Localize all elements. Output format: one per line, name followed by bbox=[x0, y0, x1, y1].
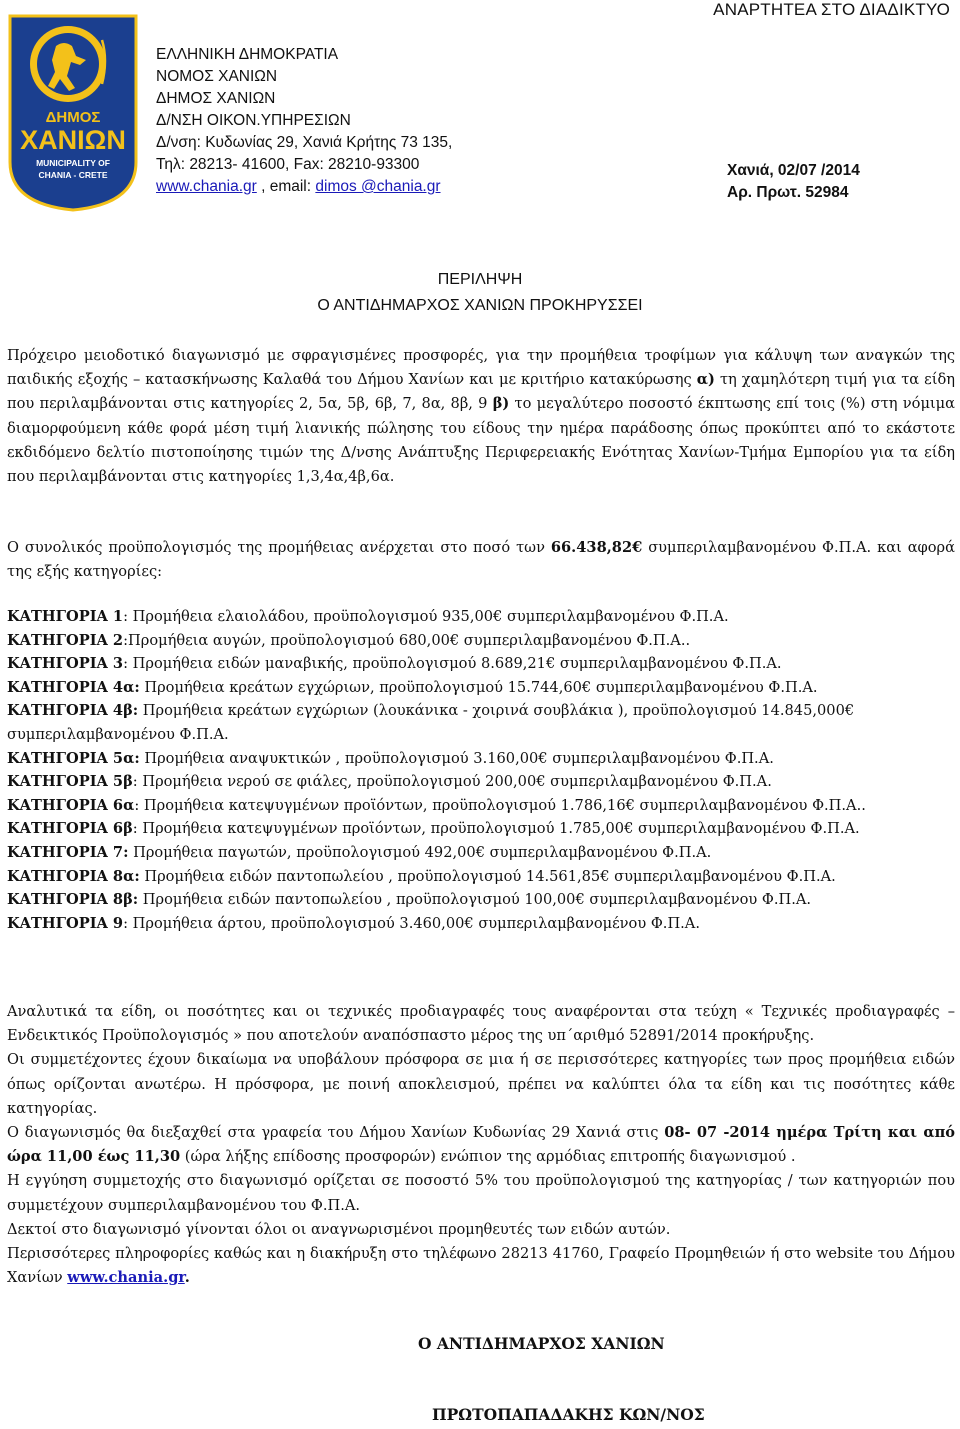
date-protocol-block bbox=[727, 160, 860, 204]
sender-contact bbox=[156, 176, 452, 198]
details-section bbox=[7, 1000, 955, 1290]
intro-paragraph bbox=[7, 344, 955, 489]
category-label: ΚΑΤΗΓΟΡΙΑ 6β bbox=[7, 820, 133, 838]
summary-subtitle: Ο ΑΝΤΙΔΗΜΑΡΧΟΣ ΧΑΝΙΩΝ ΠΡΟΚΗΡΥΣΣΕΙ bbox=[317, 297, 643, 314]
category-label: ΚΑΤΗΓΟΡΙΑ 7: bbox=[7, 843, 129, 861]
website-link[interactable]: www.chania.gr bbox=[156, 178, 257, 195]
category-label: ΚΑΤΗΓΟΡΙΑ 1 bbox=[7, 608, 124, 625]
category-text: Προμήθεια παγωτών, προϋπολογισμού 492,00€ συμπεριλαμβανομένου Φ.Π.Α. bbox=[128, 843, 712, 861]
category-item bbox=[7, 912, 955, 936]
category-text: : Προμήθεια κατεψυγμένων προϊόντων, προϋπολογισμού 1.785,00€ συμπεριλαμβανομένου Φ.Π.Α. bbox=[132, 820, 860, 838]
category-text: : Προμήθεια ειδών μαναβικής, προϋπολογισμού 8.689,21€ συμπεριλαμβανομένου Φ.Π.Α. bbox=[123, 655, 782, 673]
category-item bbox=[7, 865, 955, 889]
category-item bbox=[7, 605, 955, 629]
category-item bbox=[7, 747, 955, 771]
details-paragraph: Οι συμμετέχοντες έχουν δικαίωμα να υποβάλουν πρόσφορα σε μια ή σε περισσότερες κατηγορίες των προς προμήθεια ειδών όπως ορίζονται ανωτέρω. Η πρόσφορα, με ποινή αποκλεισμού, πρέπει να καλύπτει όλα τα είδη και τις ποσότητες κάθε κατηγορίας. bbox=[7, 1051, 955, 1117]
summary-heading bbox=[0, 267, 960, 319]
category-item bbox=[7, 629, 955, 653]
category-item bbox=[7, 817, 955, 841]
logo-text-4: CHANIA - CRETE bbox=[38, 170, 108, 180]
summary-title: ΠΕΡΙΛΗΨΗ bbox=[437, 271, 523, 288]
category-item bbox=[7, 794, 955, 818]
sender-line: Δ/ΝΣΗ ΟΙΚΟΝ.ΥΠΗΡΕΣΙΩΝ bbox=[156, 112, 351, 129]
category-item bbox=[7, 841, 955, 865]
sender-line: ΔΗΜΟΣ ΧΑΝΙΩΝ bbox=[156, 90, 276, 107]
category-label: ΚΑΤΗΓΟΡΙΑ 3 bbox=[7, 655, 124, 673]
category-text: : Προμήθεια ελαιολάδου, προϋπολογισμού 935,00€ συμπεριλαμβανομένου Φ.Π.Α. bbox=[123, 608, 729, 625]
category-label: ΚΑΤΗΓΟΡΙΑ 2 bbox=[7, 631, 124, 649]
sender-address: Δ/νση: Κυδωνίας 29, Χανιά Κρήτης 73 135, bbox=[156, 134, 453, 151]
document-date: Χανιά, 02/07 /2014 bbox=[727, 162, 860, 179]
sender-block bbox=[156, 44, 452, 198]
category-text: Προμήθεια κρεάτων εγχώριων, προϋπολογισμού 15.744,60€ συμπεριλαμβανομένου Φ.Π.Α. bbox=[139, 678, 818, 696]
budget-amount: 66.438,82€ bbox=[550, 539, 643, 556]
category-label: ΚΑΤΗΓΟΡΙΑ 5α: bbox=[7, 749, 140, 767]
details-text: (ώρα λήξης επίδοσης προσφορών) ενώπιον της αρμόδιας επιτροπής διαγωνισμού . bbox=[180, 1148, 796, 1166]
info-paragraph bbox=[7, 1242, 955, 1290]
intro-marker-a: α) bbox=[696, 371, 715, 389]
logo-text-3: MUNICIPALITY OF bbox=[36, 158, 110, 168]
category-label: ΚΑΤΗΓΟΡΙΑ 5β bbox=[7, 773, 133, 791]
category-label: ΚΑΤΗΓΟΡΙΑ 6α bbox=[7, 796, 135, 814]
signature-name: ΠΡΩΤΟΠΑΠΑΔΑΚΗΣ ΚΩΝ/ΝΟΣ bbox=[432, 1405, 705, 1424]
eligibility-paragraph: Δεκτοί στο διαγωνισμό γίνονται όλοι οι αναγνωρισμένοι προμηθευτές των ειδών αυτών. bbox=[7, 1220, 671, 1238]
logo-text-2: ΧΑΝΙΩΝ bbox=[20, 125, 126, 155]
posting-note: ΑΝΑΡΤΗΤΕΑ ΣΤΟ ΔΙΑΔΙΚΤΥΟ bbox=[713, 0, 950, 19]
category-label: ΚΑΤΗΓΟΡΙΑ 4α: bbox=[7, 678, 140, 696]
category-text: Προμήθεια ειδών παντοπωλείου , προϋπολογισμού 100,00€ συμπεριλαμβανομένου Φ.Π.Α. bbox=[138, 891, 812, 909]
category-text: : Προμήθεια άρτου, προϋπολογισμού 3.460,00€ συμπεριλαμβανομένου Φ.Π.Α. bbox=[123, 914, 700, 932]
budget-text: Ο συνολικός προϋπολογισμός της προμήθειας ανέρχεται στο ποσό των bbox=[7, 539, 551, 556]
category-text: Προμήθεια ειδών παντοπωλείου , προϋπολογισμού 14.561,85€ συμπεριλαμβανομένου Φ.Π.Α. bbox=[139, 867, 836, 885]
website-link-footer[interactable]: www.chania.gr bbox=[67, 1269, 185, 1287]
category-label: ΚΑΤΗΓΟΡΙΑ 4β: bbox=[7, 702, 139, 720]
budget-text: συμπεριλαμβανομένου Φ.Π.Α. και αφορά της εξής κατηγορίες: bbox=[7, 539, 955, 581]
intro-text: Πρόχειρο μειοδοτικό διαγωνισμό με σφραγισμένες προσφορές, για την προμήθεια τροφίμων για κάλυψη των αναγκών της παιδικής εξοχής – κατασκήνωσης Καλαθά του Δήμου Χανίων και με κριτήριο κατακύρωσης bbox=[7, 347, 955, 389]
category-label: ΚΑΤΗΓΟΡΙΑ 9 bbox=[7, 914, 124, 932]
details-paragraph: Αναλυτικά τα είδη, οι ποσότητες και οι τεχνικές προδιαγραφές τους αναφέρονται στα τεύχη « Τεχνικές προδιαγραφές – Ενδεικτικός Προϋπολογισμός » που αποτελούν αναπόσπαστο μέρος της υπ΄αριθμό 52891/2014 προκήρυξης. bbox=[7, 1003, 955, 1045]
tender-date: 08- 07 -2014 ημέρα Τρίτη και από ώρα 11,00 έως 11,30 bbox=[7, 1124, 956, 1166]
email-label: , email: bbox=[256, 178, 316, 195]
sender-phone: Τηλ: 28213- 41600, Fax: 28210-93300 bbox=[156, 156, 420, 173]
category-item bbox=[7, 676, 955, 700]
category-item bbox=[7, 699, 955, 746]
email-link[interactable]: dimos @chania.gr bbox=[315, 178, 441, 195]
tender-date-paragraph bbox=[7, 1121, 955, 1169]
details-text: Ο διαγωνισμός θα διεξαχθεί στα γραφεία του Δήμου Χανίων Κυδωνίας 29 Χανιά στις bbox=[7, 1124, 665, 1142]
category-list bbox=[7, 605, 955, 935]
category-label: ΚΑΤΗΓΟΡΙΑ 8β: bbox=[7, 891, 139, 909]
intro-text: τη χαμηλότερη τιμή για τα είδη που περιλαμβάνονται στις κατηγορίες 2, 5α, 5β, 6β, 7, 8α, 8β, 9 bbox=[7, 371, 955, 413]
details-text: . bbox=[184, 1269, 190, 1287]
municipality-logo bbox=[6, 12, 140, 212]
category-text: : Προμήθεια νερού σε φιάλες, προϋπολογισμού 200,00€ συμπεριλαμβανομένου Φ.Π.Α. bbox=[132, 773, 772, 791]
signature-role: Ο ΑΝΤΙΔΗΜΑΡΧΟΣ ΧΑΝΙΩΝ bbox=[418, 1334, 665, 1353]
category-text: : Προμήθεια κατεψυγμένων προϊόντων, προϋπολογισμού 1.786,16€ συμπεριλαμβανομένου Φ.Π.Α.. bbox=[134, 796, 866, 814]
budget-paragraph bbox=[7, 536, 955, 584]
category-text: Προμήθεια κρεάτων εγχώριων (λουκάνικα - χοιρινά σουβλάκια ), προϋπολογισμού 14.845,000€ συμπεριλαμβανομένου Φ.Π.Α. bbox=[7, 702, 855, 743]
category-label: ΚΑΤΗΓΟΡΙΑ 8α: bbox=[7, 867, 140, 885]
category-text: :Προμήθεια αυγών, προϋπολογισμού 680,00€ συμπεριλαμβανομένου Φ.Π.Α.. bbox=[123, 631, 691, 649]
category-item bbox=[7, 888, 955, 912]
guarantee-paragraph: Η εγγύηση συμμετοχής στο διαγωνισμό ορίζεται σε ποσοστό 5% του προϋπολογισμού της κατηγορίας / των κατηγοριών που συμμετέχουν συμπεριλαμβανομένου του Φ.Π.Α. bbox=[7, 1172, 955, 1214]
details-text: Περισσότερες πληροφορίες καθώς και η διακήρυξη στο τηλέφωνο 28213 41760, Γραφείο Προμηθειών ή στο website του Δήμου Χανίων bbox=[7, 1245, 955, 1287]
category-text: Προμήθεια αναψυκτικών , προϋπολογισμού 3.160,00€ συμπεριλαμβανομένου Φ.Π.Α. bbox=[139, 749, 774, 767]
sender-line: ΝΟΜΟΣ ΧΑΝΙΩΝ bbox=[156, 68, 278, 85]
category-item bbox=[7, 770, 955, 794]
logo-text-1: ΔΗΜΟΣ bbox=[45, 109, 101, 126]
intro-text: το μεγαλύτερο ποσοστό έκπτωσης επί τοις (%) στη νόμιμα διαμορφούμενη κάθε φορά μέση τιμή λιανικής πώλησης του είδους την ημέρα παράδοσης όπως προκύπτει από το εκάστοτε εκδιδόμενο δελτίο πιστοποίησης τιμών της Δ/νσης Ανάπτυξης Περιφερειακής Ενότητας Χανίων-Τμήμα Εμπορίου για τα είδη που περιλαμβάνονται στις κατηγορίες 1,3,4α,4β,6α. bbox=[7, 395, 955, 486]
category-item bbox=[7, 652, 955, 676]
intro-marker-b: β) bbox=[492, 395, 510, 413]
protocol-number: Αρ. Πρωτ. 52984 bbox=[727, 184, 849, 201]
sender-line: ΕΛΛΗΝΙΚΗ ΔΗΜΟΚΡΑΤΙΑ bbox=[156, 46, 339, 63]
